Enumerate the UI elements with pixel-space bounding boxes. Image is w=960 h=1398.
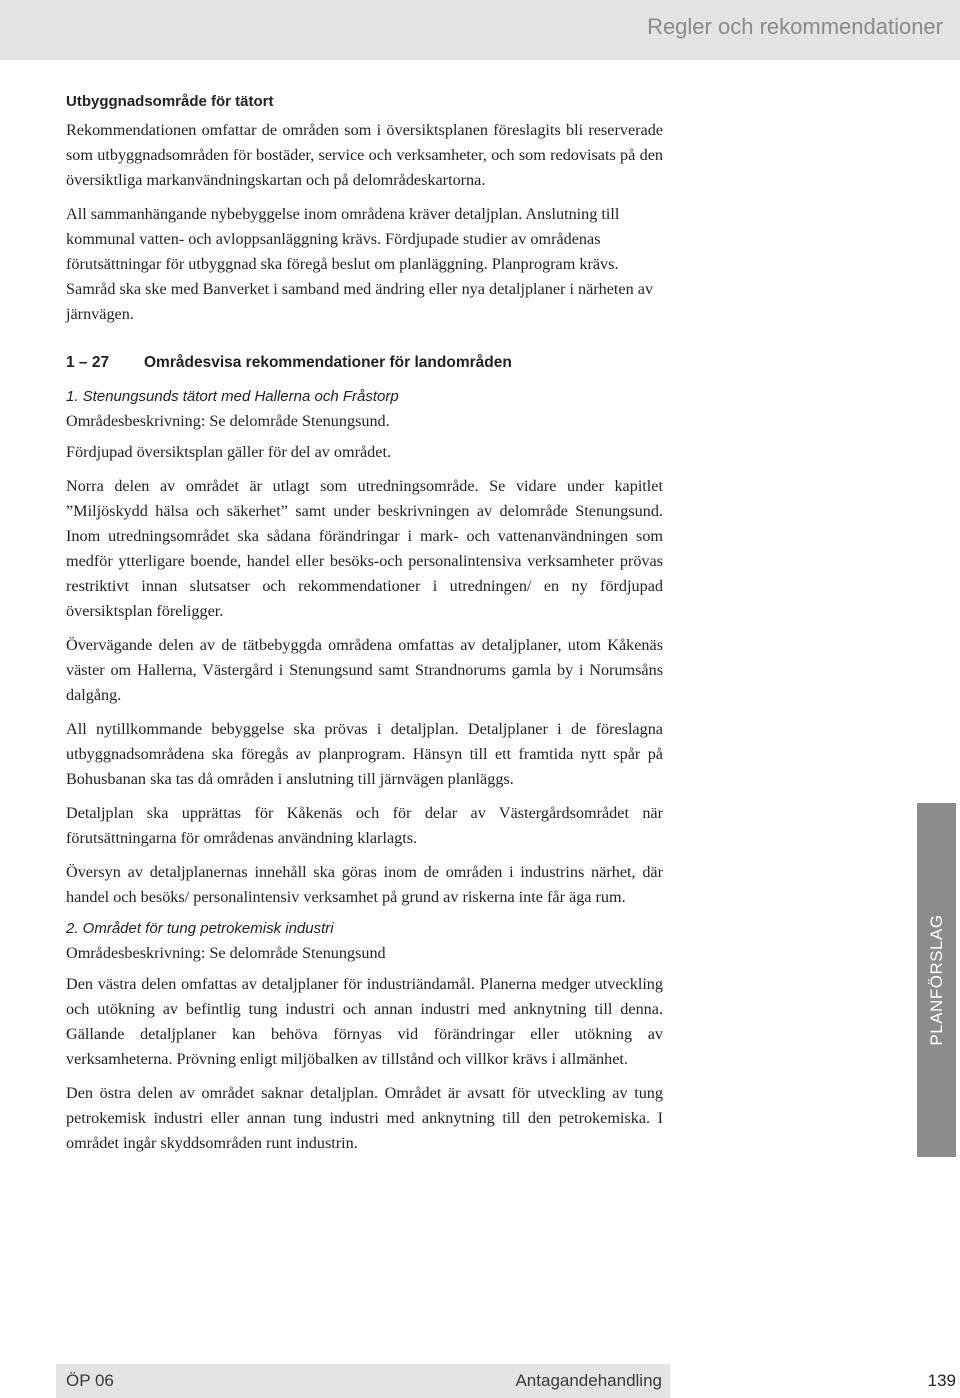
page-header-title: Regler och rekommendationer (647, 14, 943, 39)
section-number: 1 – 27 (66, 354, 110, 371)
footer-document-id: ÖP 06 (66, 1371, 114, 1390)
main-content (66, 92, 663, 1165)
paragraph: Detaljplan ska upprättas för Kåkenäs och för delar av Västergårdsområdet när förutsättningarna för områdenas användning klarlagts. (66, 804, 663, 847)
paragraph: Fördjupad översiktsplan gäller för del av området. (66, 443, 392, 461)
area-description: Områdesbeskrivning: Se delområde Stenungsund (66, 944, 386, 962)
paragraph: Övervägande delen av de tätbebyggda områdena omfattas av detaljplaner, utom Kåkenäs väster om Hallerna, Västergård i Stenungsund samt Strandnorums gamla by i Norumsåns dalgång. (66, 636, 663, 704)
side-tab-label: PLANFÖRSLAG (926, 914, 946, 1046)
section-heading (66, 353, 663, 373)
paragraph: All nytillkommande bebyggelse ska prövas i detaljplan. Detaljplaner i de föreslagna utbyggnadsområdena ska föregås av planprogram. Hänsyn till ett framtida nytt spår på Bohusbanan ska tas då områden i anslutning till järnvägen planläggs. (66, 720, 663, 788)
subheading: Utbyggnadsområde för tätort (66, 93, 274, 110)
section-title: Områdesvisa rekommendationer för landområden (144, 354, 512, 371)
paragraph: All sammanhängande nybebyggelse inom områdena kräver detaljplan. Anslutning till kommunal vatten- och avloppsanläggning krävs. Fördjupade studier av områdenas förutsättningar för utbyggnad ska föregå beslut om planläggning. Planprogram krävs. Samråd ska ske med Banverket i samband med ändring eller nya detaljplaner i närheten av järnvägen. (66, 205, 654, 323)
paragraph: Norra delen av området är utlagt som utredningsområde. Se vidare under kapitlet ”Miljöskydd hälsa och säkerhet” samt under beskrivningen av delområde Stenungsund. Inom utredningsområdet ska sådana förändringar i mark- och vattenanvändningen som medför ytterligare boende, handel eller besöks-och personalintensiva verksamheter prövas restriktivt innan slutsatser och rekommendationer i utredningen/ en ny fördjupad översiktsplan föreligger. (66, 477, 663, 620)
footer-bar (56, 1364, 670, 1398)
header-bar (0, 0, 960, 60)
paragraph: Rekommendationen omfattar de områden som i översiktsplanen föreslagits bli reserverade som utbyggnadsområden för bostäder, service och verksamheter, och som redovisats på den översiktliga markanvändningskartan och på delområdeskartorna. (66, 121, 663, 189)
paragraph: Den östra delen av området saknar detaljplan. Området är avsatt för utveckling av tung petrokemisk industri eller annan tung industri med anknytning till den petrokemiska. I området ingår skyddsområden runt industrin. (66, 1084, 663, 1152)
area-heading: 1. Stenungsunds tätort med Hallerna och Fråstorp (66, 388, 399, 405)
chapter-side-tab (917, 803, 956, 1157)
footer-document-status: Antagandehandling (515, 1371, 662, 1390)
paragraph: Översyn av detaljplanernas innehåll ska göras inom de områden i industrins närhet, där handel och besöks/ personalintensiv verksamhet på grund av riskerna inte får äga rum. (66, 863, 663, 906)
paragraph: Den västra delen omfattas av detaljplaner för industriändamål. Planerna medger utveckling och utökning av befintlig tung industri och annan industri med anknytning till denna. Gällande detaljplaner kan behöva förnyas vid förändringar eller utökning av verksamheterna. Prövning enligt miljöbalken av tillstånd och villkor krävs i allmänhet. (66, 975, 663, 1068)
area-heading: 2. Området för tung petrokemisk industri (66, 920, 334, 937)
area-description: Områdesbeskrivning: Se delområde Stenungsund. (66, 412, 390, 430)
page-number: 139 (927, 1371, 956, 1390)
